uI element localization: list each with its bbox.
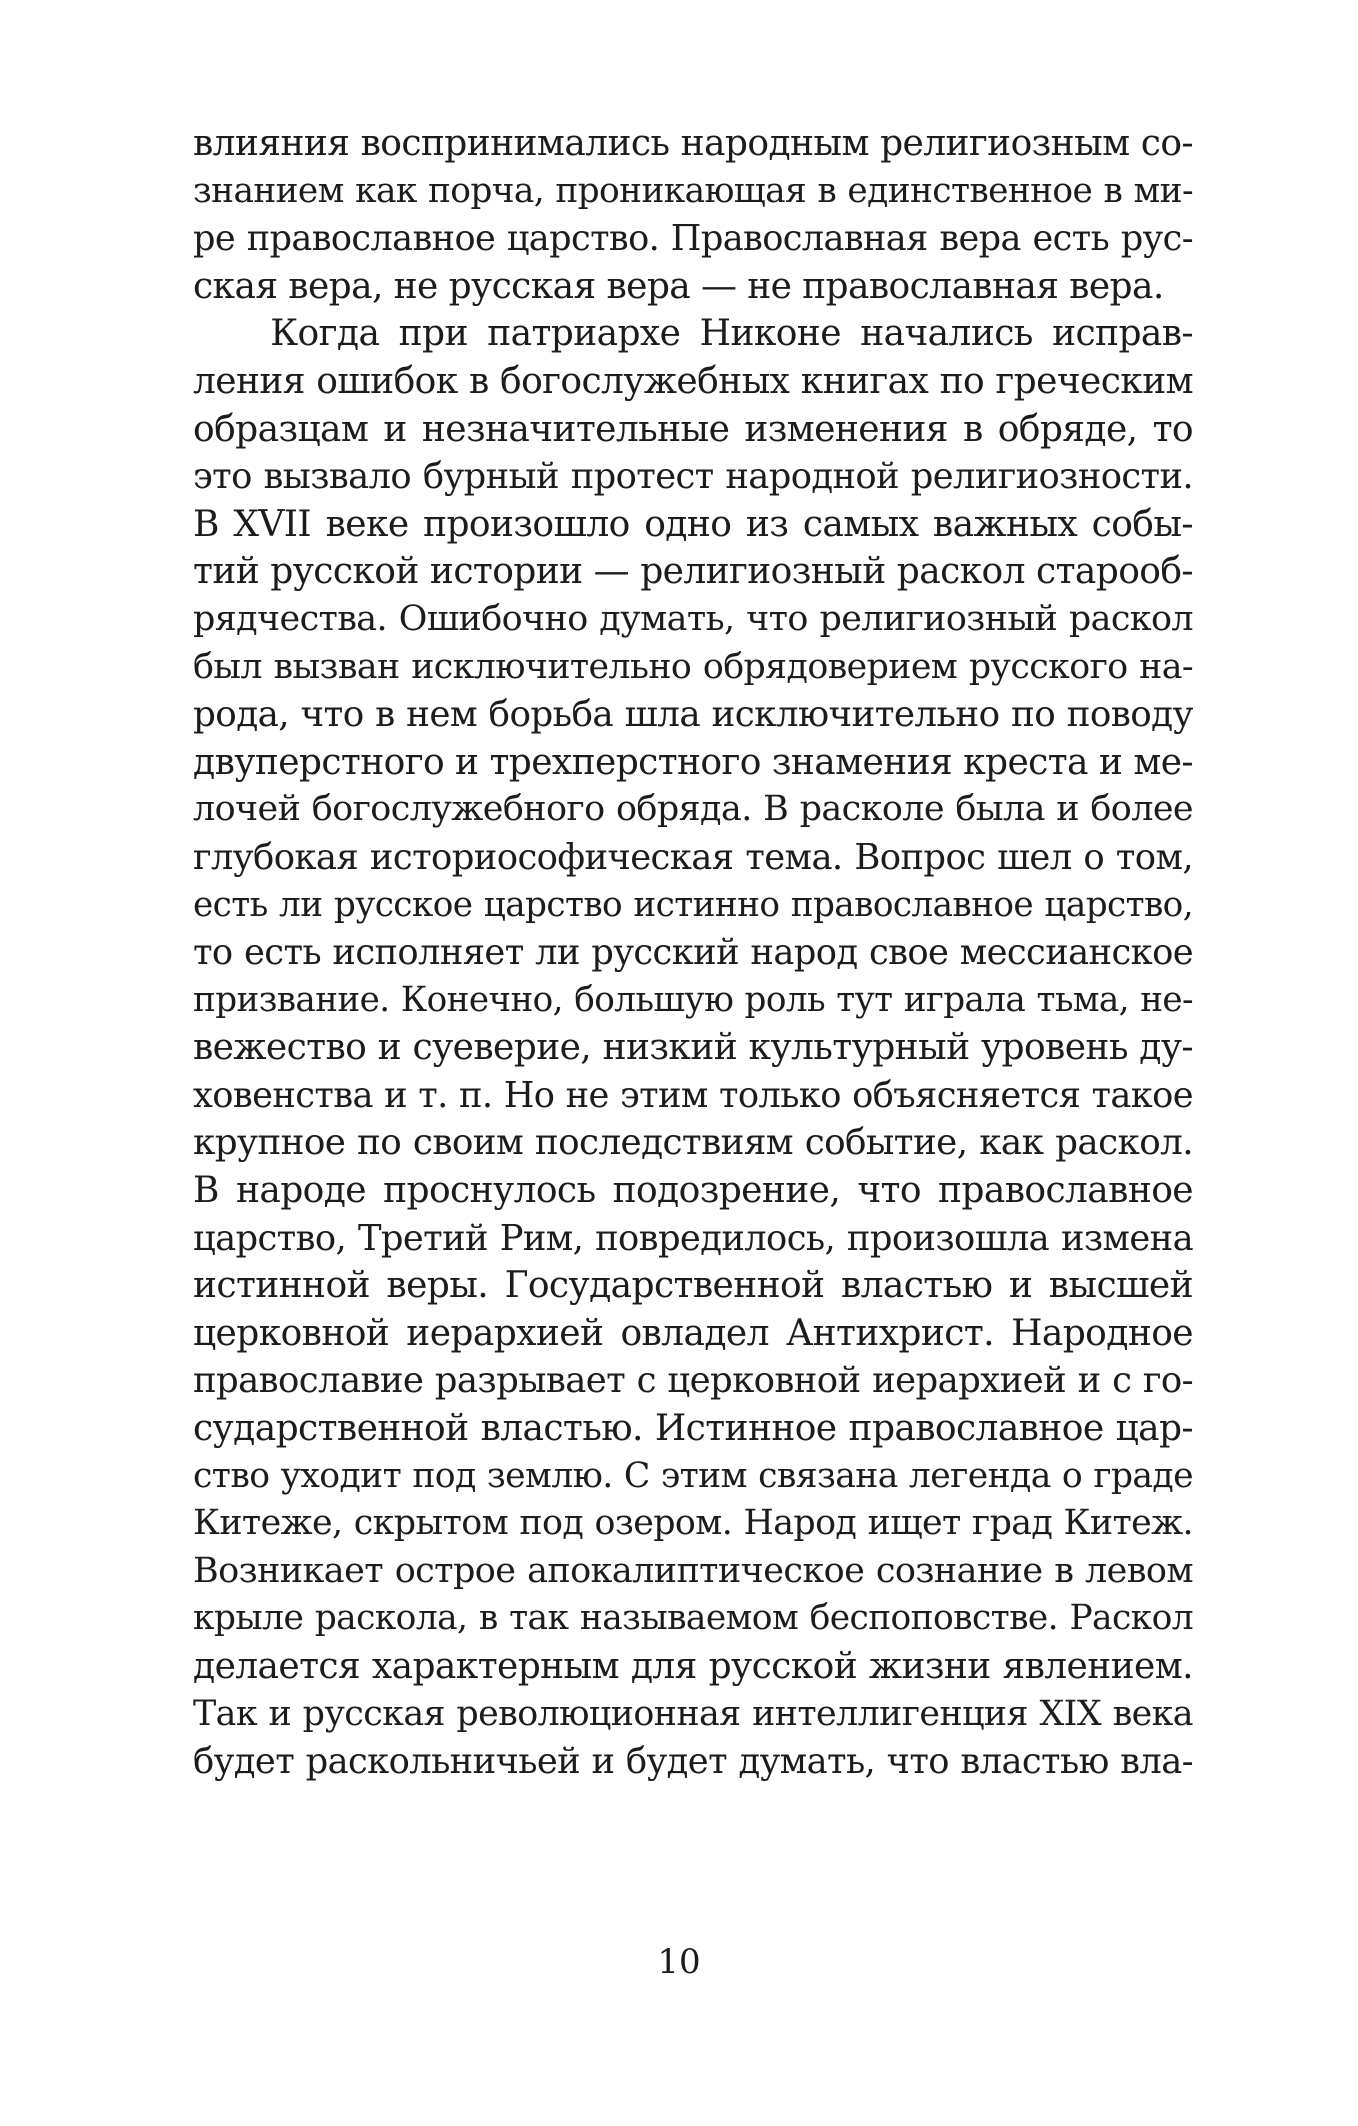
text-line: влияния воспринимались народным религиозным со-	[193, 123, 1193, 164]
text-line: Возникает острое апокалиптическое сознание в левом	[193, 1550, 1193, 1591]
text-line: ре православное царство. Православная вера есть рус-	[193, 218, 1193, 260]
text-line: делается характерным для русской жизни явлением.	[193, 1646, 1193, 1687]
text-line: призвание. Конечно, большую роль тут играла тьма, не-	[193, 979, 1193, 1020]
text-line: знанием как порча, проникающая в единственное в ми-	[193, 170, 1193, 211]
page-number: 10	[657, 1942, 701, 1982]
text-line: ская вера, не русская вера — не православная вера.	[193, 265, 1164, 307]
text-line: православие разрывает с церковной иерархией и с го-	[193, 1360, 1193, 1402]
text-line: Когда при патриархе Никоне начались исправ-	[193, 313, 1193, 355]
text-line: В XVII веке произошло одно из самых важных собы-	[193, 503, 1193, 545]
text-line: будет раскольничьей и будет думать, что властью вла-	[193, 1741, 1193, 1783]
text-line: был вызван исключительно обрядоверием русского на-	[193, 646, 1193, 687]
text-line: царство, Третий Рим, повредилось, произошла измена	[193, 1217, 1193, 1259]
text-line: образцам и незначительные изменения в обряде, то	[193, 408, 1193, 450]
text-line: рода, что в нем борьба шла исключительно по поводу	[193, 694, 1193, 736]
text-line: двуперстного и трехперстного знамения креста и ме-	[193, 741, 1193, 783]
text-line: есть ли русское царство истинно православное царство,	[193, 884, 1193, 925]
text-line: лочей богослужебного обряда. В расколе была и более	[193, 789, 1193, 830]
text-line: Китеже, скрытом под озером. Народ ищет град Китеж.	[193, 1503, 1193, 1544]
text-line: ство уходит под землю. С этим связана легенда о граде	[193, 1455, 1193, 1496]
text-line: сударственной властью. Истинное православное цар-	[193, 1408, 1193, 1450]
text-line: ховенства и т. п. Но не этим только объясняется такое	[193, 1074, 1193, 1116]
text-line: В народе проснулось подозрение, что православное	[193, 1170, 1193, 1212]
body-text	[193, 120, 1193, 1786]
text-line: это вызвало бурный протест народной религиозности.	[193, 456, 1193, 498]
text-line: ления ошибок в богослужебных книгах по греческим	[193, 360, 1193, 402]
text-line: то есть исполняет ли русский народ свое мессианское	[193, 932, 1193, 974]
text-line: рядчества. Ошибочно думать, что религиозный раскол	[193, 598, 1193, 639]
text-line: крупное по своим последствиям событие, как раскол.	[193, 1122, 1193, 1164]
text-line: церковной иерархией овладел Антихрист. Народное	[193, 1312, 1193, 1354]
text-line: истинной веры. Государственной властью и высшей	[193, 1265, 1193, 1307]
text-line: Так и русская революционная интеллигенция XIX века	[193, 1693, 1193, 1734]
text-line: вежество и суеверие, низкий культурный уровень ду-	[193, 1027, 1193, 1069]
text-line: глубокая историософическая тема. Вопрос шел о том,	[193, 836, 1193, 878]
text-line: тий русской истории — религиозный раскол старооб-	[193, 551, 1193, 593]
text-line: крыле раскола, в так называемом беспоповстве. Раскол	[193, 1598, 1193, 1639]
